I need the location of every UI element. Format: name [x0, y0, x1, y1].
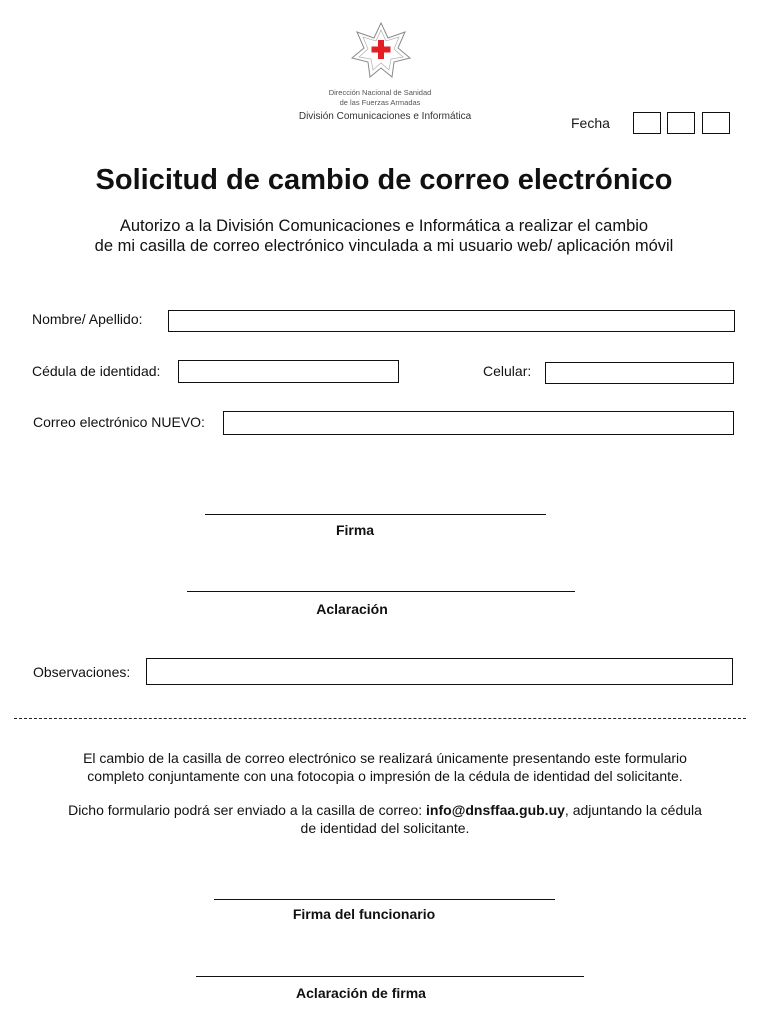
organization-logo: [350, 22, 412, 78]
instructions-text-after-email: , adjuntando la cédula: [564, 802, 702, 818]
org-name-line2: de las Fuerzas Armadas: [339, 98, 421, 107]
cut-line-divider: [14, 718, 746, 719]
instructions-paragraph1: [30, 750, 740, 785]
aclaracion-line[interactable]: [187, 591, 575, 592]
firma-label: Firma: [335, 522, 375, 538]
instructions-line1: El cambio de la casilla de correo electrónico se realizará únicamente presentando este formulario: [83, 750, 687, 766]
fecha-day-box[interactable]: [633, 112, 661, 134]
cedula-field[interactable]: [178, 360, 399, 383]
fecha-label: Fecha: [571, 115, 610, 131]
authorization-text: [0, 216, 768, 256]
org-name-line1: Dirección Nacional de Sanidad: [328, 88, 432, 97]
authorization-line1: Autorizo a la División Comunicaciones e Informática a realizar el cambio: [119, 217, 649, 235]
instructions-line3: [30, 802, 740, 820]
aclaracion-label: Aclaración: [316, 601, 388, 617]
fecha-year-box[interactable]: [702, 112, 730, 134]
nombre-label: Nombre/ Apellido:: [32, 311, 143, 327]
instructions-line2: completo conjuntamente con una fotocopia o impresión de la cédula de identidad del solicitante.: [87, 767, 683, 784]
fecha-month-box[interactable]: [667, 112, 695, 134]
authorization-line2: de mi casilla de correo electrónico vinculada a mi usuario web/ aplicación móvil: [94, 237, 674, 255]
firma-line[interactable]: [205, 514, 546, 515]
page-title: Solicitud de cambio de correo electrónico: [95, 164, 673, 196]
red-cross-star-icon: [350, 22, 412, 78]
cedula-label: Cédula de identidad:: [32, 363, 161, 379]
observaciones-label: Observaciones:: [33, 664, 131, 680]
instructions-paragraph2: [30, 802, 740, 837]
aclaracion-firma-label: Aclaración de firma: [296, 985, 426, 1001]
aclaracion-firma-line[interactable]: [196, 976, 584, 977]
correo-nuevo-field[interactable]: [223, 411, 734, 435]
instructions-line4: de identidad del solicitante.: [300, 819, 470, 836]
celular-field[interactable]: [545, 362, 734, 384]
instructions-text-before-email: Dicho formulario podrá ser enviado a la casilla de correo:: [68, 802, 427, 818]
celular-label: Celular:: [483, 363, 532, 379]
nombre-field[interactable]: [168, 310, 735, 332]
correo-nuevo-label: Correo electrónico NUEVO:: [33, 414, 205, 430]
firma-funcionario-label: Firma del funcionario: [292, 906, 436, 922]
firma-funcionario-line[interactable]: [214, 899, 555, 900]
org-division-name: División Comunicaciones e Informática: [298, 111, 472, 122]
observaciones-field[interactable]: [146, 658, 733, 685]
contact-email-link[interactable]: info@dnsffaa.gub.uy: [426, 802, 565, 818]
